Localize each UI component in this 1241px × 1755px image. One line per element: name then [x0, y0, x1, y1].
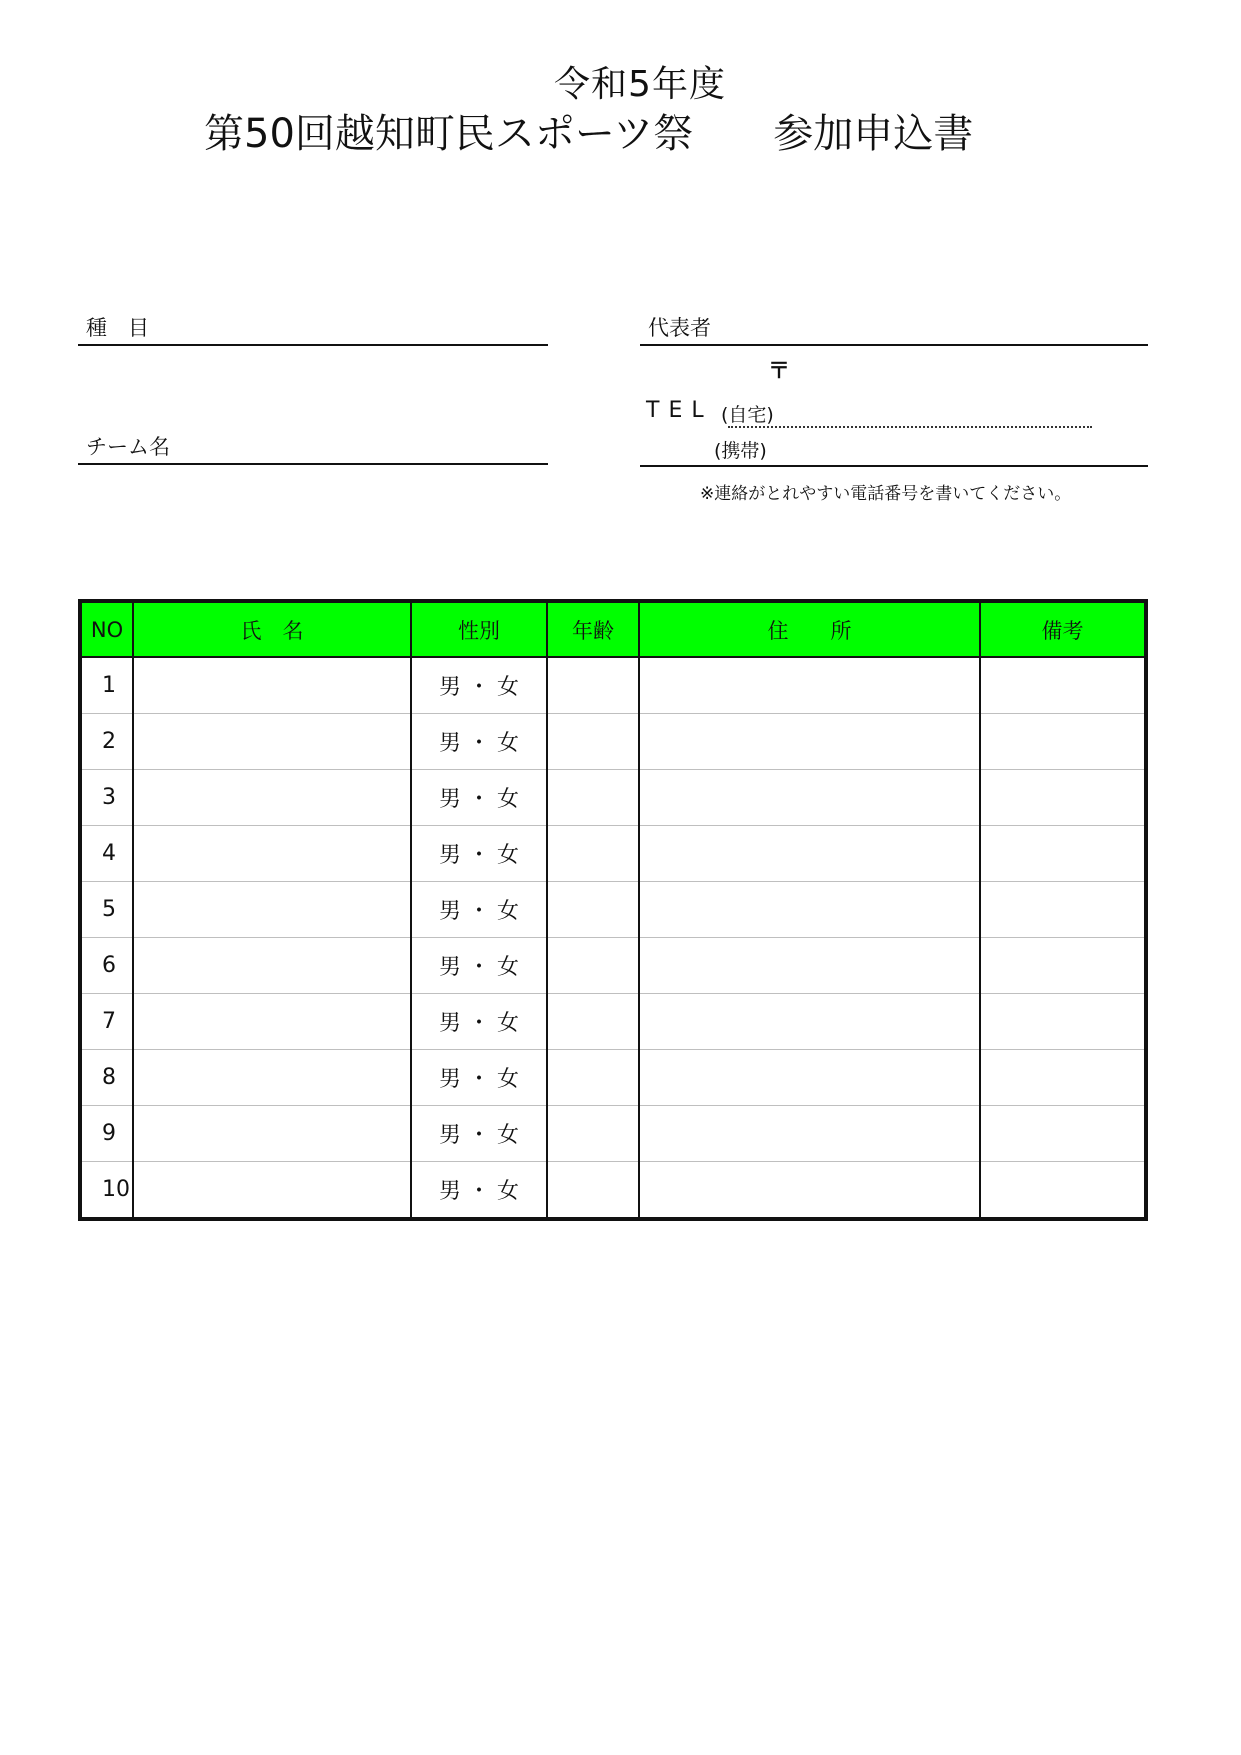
address-cell[interactable]	[639, 1162, 980, 1220]
table-row	[80, 826, 1146, 882]
age-cell[interactable]	[547, 826, 639, 882]
gender-cell[interactable]: 男 ・ 女	[411, 657, 547, 714]
address-cell[interactable]	[639, 770, 980, 826]
event-label: 種 目	[86, 316, 149, 340]
table-row	[80, 657, 1146, 714]
team-name-label: チーム名	[86, 435, 170, 459]
age-cell[interactable]	[547, 770, 639, 826]
address-cell[interactable]	[639, 938, 980, 994]
row-number: 8	[80, 1050, 133, 1106]
address-cell[interactable]	[639, 1050, 980, 1106]
remarks-cell[interactable]	[980, 714, 1146, 770]
address-cell[interactable]	[639, 826, 980, 882]
gender-cell[interactable]: 男 ・ 女	[411, 1106, 547, 1162]
age-cell[interactable]	[547, 1162, 639, 1220]
row-number: 5	[80, 882, 133, 938]
phone-note: ※連絡がとれやすい電話番号を書いてください。	[700, 484, 1072, 504]
header-address: 住 所	[639, 601, 980, 657]
row-number: 10	[102, 1177, 130, 1202]
header-gender: 性別	[411, 601, 547, 657]
event-field[interactable]	[78, 312, 548, 346]
row-number: 7	[80, 994, 133, 1050]
remarks-cell[interactable]	[980, 657, 1146, 714]
remarks-cell[interactable]	[980, 882, 1146, 938]
age-cell[interactable]	[547, 938, 639, 994]
table-row	[80, 770, 1146, 826]
participant-table	[78, 599, 1148, 1221]
row-number: 9	[80, 1106, 133, 1162]
row-number: 6	[80, 938, 133, 994]
address-cell[interactable]	[639, 714, 980, 770]
gender-cell[interactable]: 男 ・ 女	[411, 1050, 547, 1106]
gender-cell[interactable]: 男 ・ 女	[411, 994, 547, 1050]
name-cell[interactable]	[133, 938, 411, 994]
name-cell[interactable]	[133, 882, 411, 938]
row-number: 2	[80, 714, 133, 770]
age-cell[interactable]	[547, 714, 639, 770]
representative-label: 代表者	[648, 316, 711, 340]
table-row	[80, 714, 1146, 770]
tel-label: TEL	[646, 398, 713, 423]
gender-cell[interactable]: 男 ・ 女	[411, 714, 547, 770]
address-cell[interactable]	[639, 882, 980, 938]
table-row	[80, 938, 1146, 994]
team-name-field[interactable]	[78, 431, 548, 465]
home-phone-field[interactable]	[728, 426, 1092, 428]
gender-cell[interactable]: 男 ・ 女	[411, 938, 547, 994]
age-cell[interactable]	[547, 882, 639, 938]
header-name: 氏 名	[133, 601, 411, 657]
age-cell[interactable]	[547, 1050, 639, 1106]
name-cell[interactable]	[133, 1050, 411, 1106]
remarks-cell[interactable]	[980, 1106, 1146, 1162]
table-row	[80, 1106, 1146, 1162]
header-remarks: 備考	[980, 601, 1146, 657]
name-cell[interactable]	[133, 826, 411, 882]
remarks-cell[interactable]	[980, 770, 1146, 826]
row-number: 4	[80, 826, 133, 882]
name-cell[interactable]	[133, 1106, 411, 1162]
remarks-cell[interactable]	[980, 826, 1146, 882]
page-title: 第50回越知町民スポーツ祭 参加申込書	[204, 111, 974, 157]
header-age: 年齢	[547, 601, 639, 657]
row-number: 1	[80, 657, 133, 714]
gender-cell[interactable]: 男 ・ 女	[411, 826, 547, 882]
age-cell[interactable]	[547, 657, 639, 714]
age-cell[interactable]	[547, 1106, 639, 1162]
address-cell[interactable]	[639, 994, 980, 1050]
name-cell[interactable]	[133, 657, 411, 714]
row-number: 3	[80, 770, 133, 826]
age-cell[interactable]	[547, 994, 639, 1050]
table-header-row	[80, 601, 1146, 657]
representative-field[interactable]	[640, 312, 1148, 346]
name-cell[interactable]	[133, 994, 411, 1050]
gender-cell[interactable]: 男 ・ 女	[411, 770, 547, 826]
remarks-cell[interactable]	[980, 938, 1146, 994]
table-row	[80, 1162, 1146, 1220]
address-cell[interactable]	[639, 1106, 980, 1162]
mobile-phone-label: (携帯)	[714, 440, 767, 462]
gender-cell[interactable]: 男 ・ 女	[411, 1162, 547, 1220]
gender-cell[interactable]: 男 ・ 女	[411, 882, 547, 938]
remarks-cell[interactable]	[980, 1162, 1146, 1220]
name-cell[interactable]	[133, 770, 411, 826]
table-row	[80, 1050, 1146, 1106]
name-cell[interactable]	[133, 1162, 411, 1220]
remarks-cell[interactable]	[980, 994, 1146, 1050]
home-phone-label: (自宅)	[721, 404, 774, 426]
title-year: 令和5年度	[554, 64, 726, 105]
name-cell[interactable]	[133, 714, 411, 770]
remarks-cell[interactable]	[980, 1050, 1146, 1106]
postal-mark: 〒	[768, 359, 791, 384]
table-row	[80, 882, 1146, 938]
address-cell[interactable]	[639, 657, 980, 714]
table-row	[80, 994, 1146, 1050]
header-no: NO	[80, 601, 133, 657]
